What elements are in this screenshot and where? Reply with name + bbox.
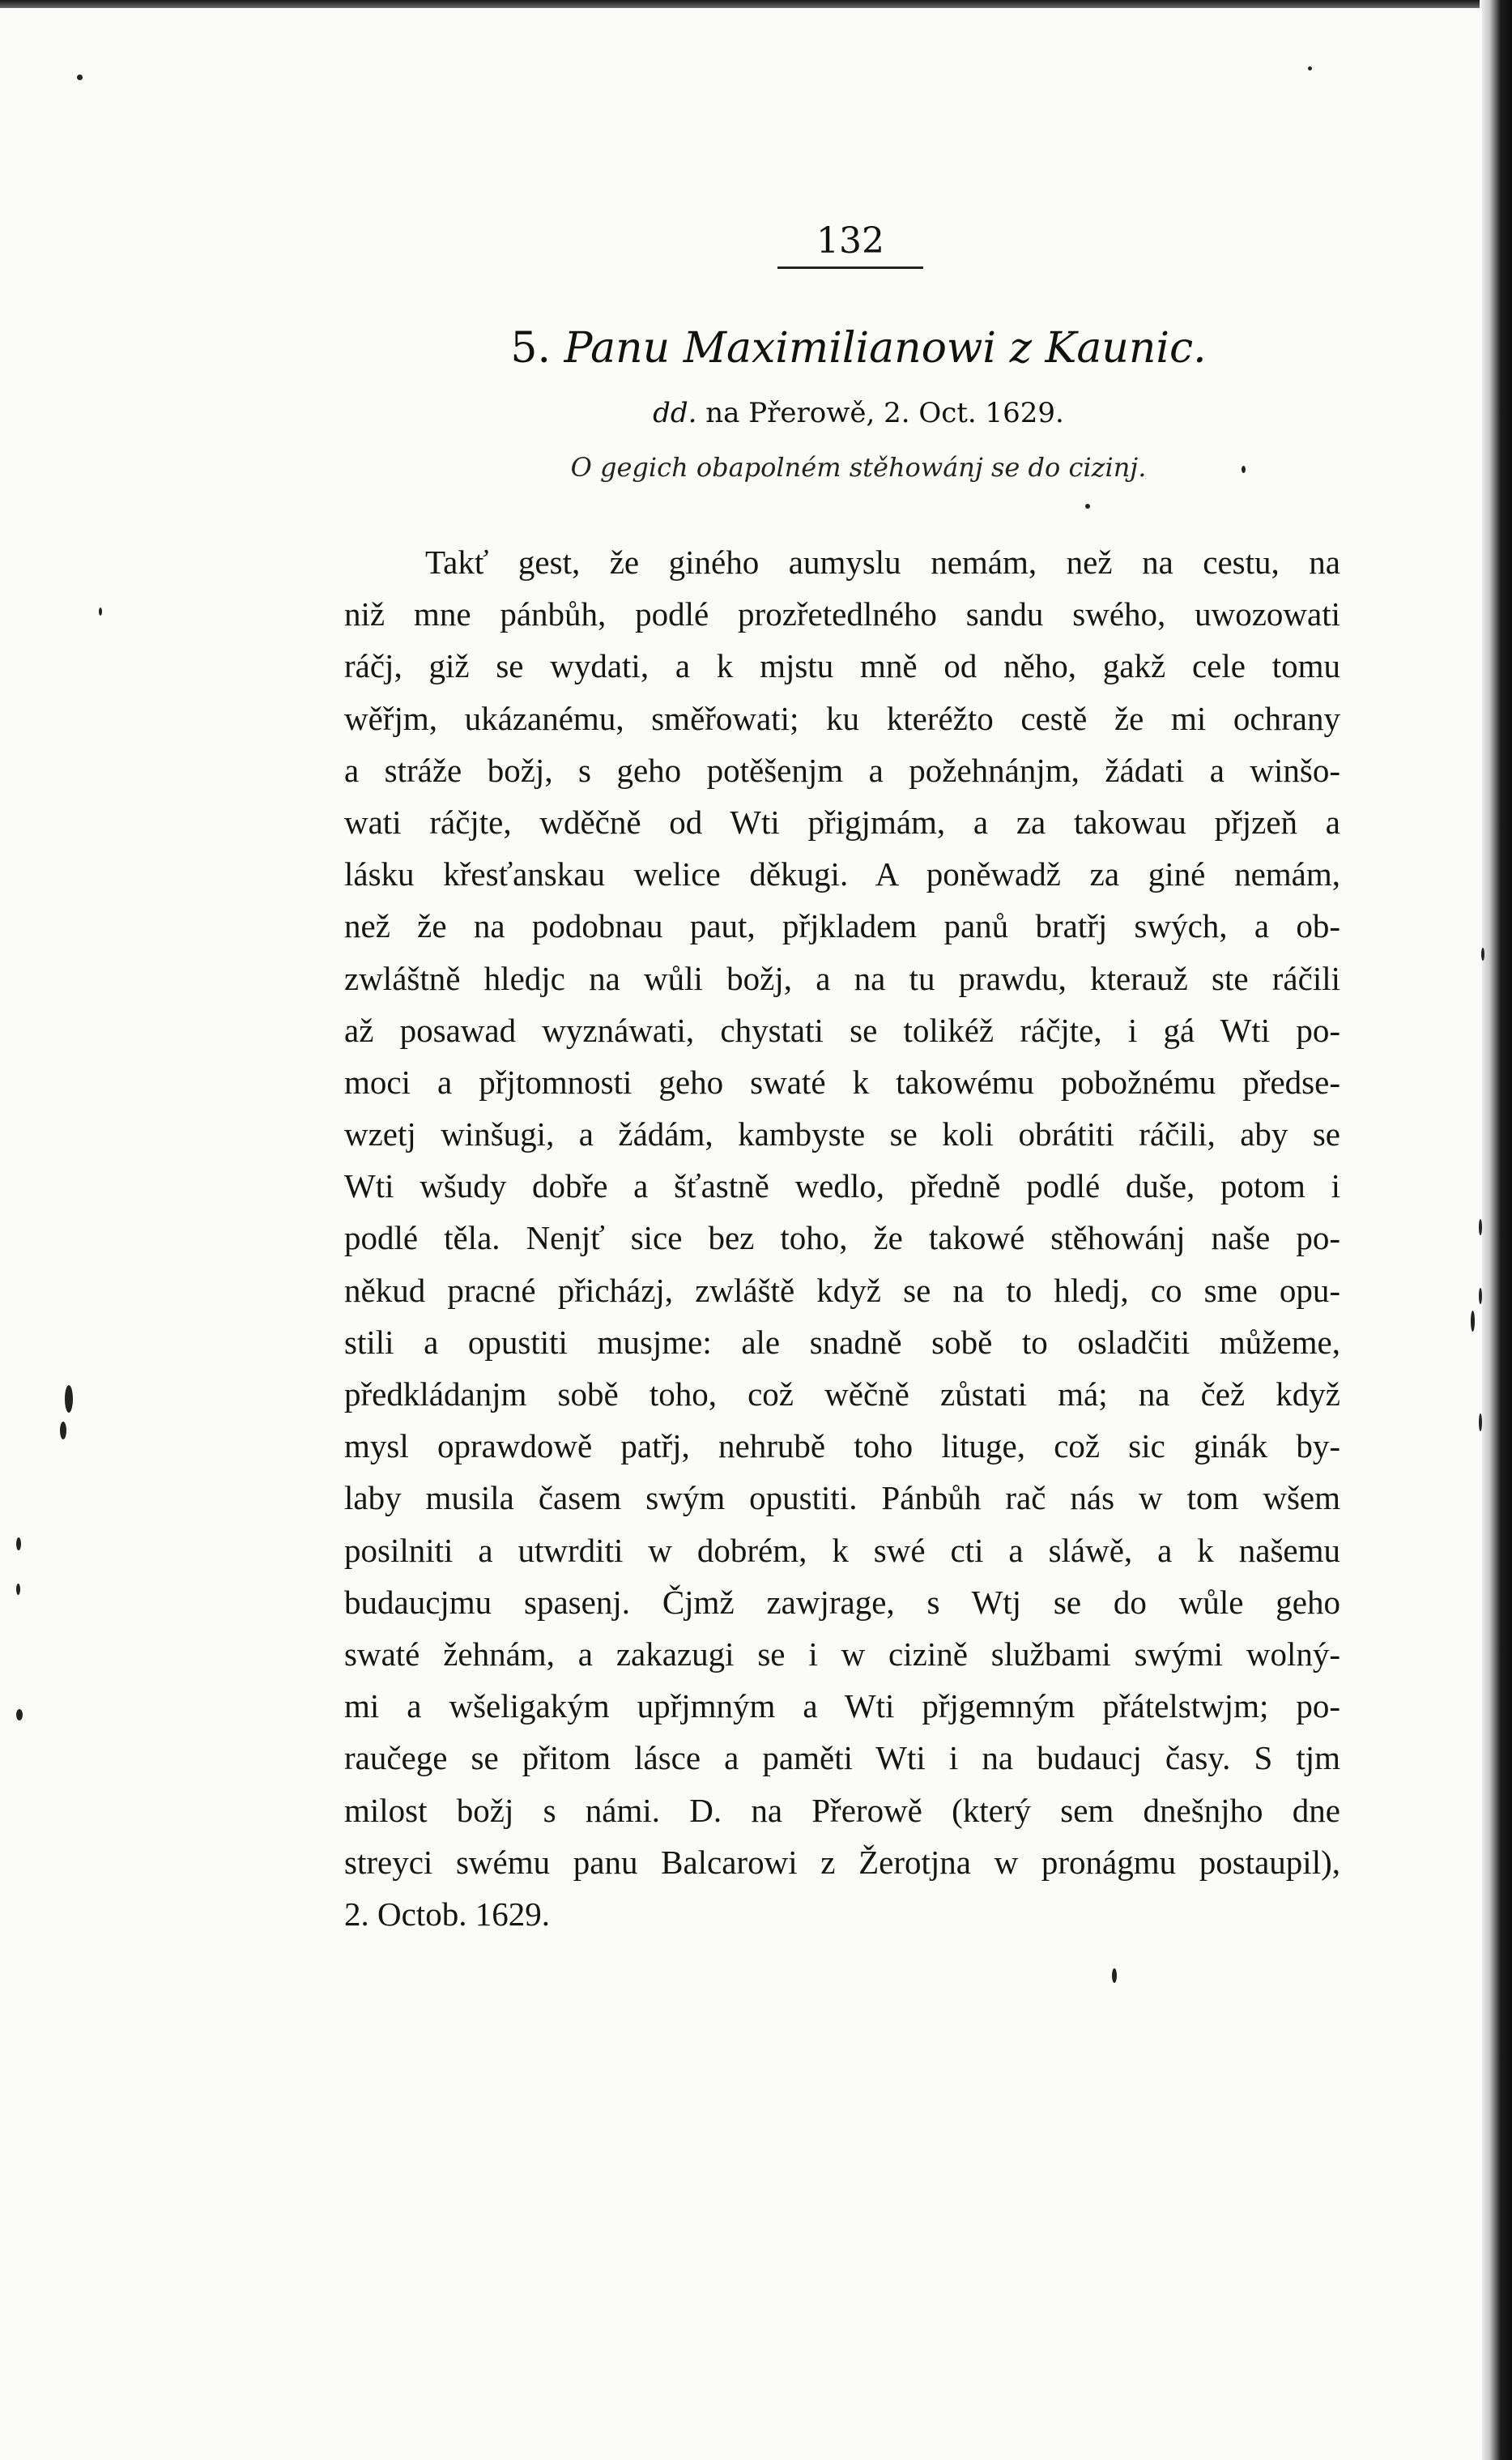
page-number-rule <box>777 266 923 269</box>
letter-dateline <box>340 397 1377 429</box>
scan-speck <box>1479 1288 1482 1304</box>
body-line: ráčj, giž se wydati, a k mjstu mně od něho, gakž cele tomu <box>344 647 1340 685</box>
body-line: wzetj winšugi, a žádám, kambyste se koli obrátiti ráčili, aby se <box>344 1115 1340 1153</box>
body-line: Wti wšudy dobře a šťastně wedlo, předně podlé duše, potom i <box>344 1167 1340 1205</box>
dateline-prefix: dd. <box>653 397 697 429</box>
body-line: až posawad wyznáwati, chystati se tolikéž ráčjte, i gá Wti po- <box>344 1011 1340 1049</box>
body-line: mysl oprawdowě patřj, nehrubě toho lituge, což sic ginák by- <box>344 1427 1340 1465</box>
scan-speck <box>1242 466 1246 473</box>
letter-recipient: Panu Maximilianowi z Kaunic. <box>564 324 1207 373</box>
body-line: předkládanjm sobě toho, což wěčně zůstati má; na čež když <box>344 1375 1340 1413</box>
letter-body <box>344 536 1340 1940</box>
scan-speck <box>65 1385 73 1413</box>
body-line: a stráže božj, s geho potěšenjm a požehnánjm, žádati a winšo- <box>344 751 1340 789</box>
scan-speck <box>1112 1968 1117 1983</box>
body-line: posilniti a utwrditi w dobrém, k swé cti a sláwě, a k našemu <box>344 1531 1340 1569</box>
dateline-text: na Přerowě, 2. Oct. 1629. <box>705 397 1064 429</box>
page-number: 132 <box>816 220 884 262</box>
body-line: zwláštně hledjc na wůli božj, a na tu prawdu, kterauž ste ráčili <box>344 959 1340 997</box>
scan-speck <box>16 1709 23 1720</box>
scan-speck <box>16 1537 21 1550</box>
body-line: budaucjmu spasenj. Čjmž zawjrage, s Wtj se do wůle geho <box>344 1583 1340 1621</box>
body-line: Takť gest, že giného aumyslu nemám, než na cestu, na <box>425 544 1340 581</box>
book-page <box>0 8 1482 2460</box>
body-line: stili a opustiti musjme: ale snadně sobě to osladčiti můžeme, <box>344 1323 1340 1361</box>
scan-speck <box>1479 1219 1482 1235</box>
body-line: milost božj s námi. D. na Přerowě (který sem dnešnjho dne <box>344 1791 1340 1829</box>
body-line: podlé těla. Nenjť sice bez toho, že takowé stěhowánj naše po- <box>344 1219 1340 1257</box>
scan-speck <box>1471 1311 1475 1332</box>
letter-subject: O gegich obapolném stěhowánj se do cizinj. <box>570 452 1147 483</box>
scan-speck <box>16 1584 20 1595</box>
body-line: niž mne pánbůh, podlé prozřetedlného sandu swého, uwozowati <box>344 595 1340 633</box>
body-line: někud pracné přicházj, zwláště když se na to hledj, co sme opu- <box>344 1271 1340 1309</box>
scan-speck <box>99 608 102 616</box>
scan-speck <box>77 75 83 80</box>
scan-speck <box>60 1422 66 1439</box>
scan-speck <box>1481 948 1484 961</box>
body-line: moci a přjtomnosti geho swaté k takowému pobožnému předse- <box>344 1063 1340 1101</box>
body-line: streyci swému panu Balcarowi z Žerotjna w pronágmu postaupil), <box>344 1843 1340 1881</box>
body-line: raučege se přitom lásce a paměti Wti i na budaucj časy. S tjm <box>344 1739 1340 1777</box>
body-line: swaté žehnám, a zakazugi se i w cizině službami swými wolný- <box>344 1635 1340 1673</box>
body-line: mi a wšeligakým upřjmným a Wti přjgemným přátelstwjm; po- <box>344 1687 1340 1725</box>
body-line: wati ráčjte, wděčně od Wti přigjmám, a za takowau přjzeň a <box>344 803 1340 841</box>
body-line: lásku křesťanskau welice děkugi. A poněwadž za giné nemám, <box>344 855 1340 893</box>
letter-heading <box>340 324 1377 373</box>
body-line-last: 2. Octob. 1629. <box>344 1895 550 1933</box>
letter-number: 5. <box>510 324 551 373</box>
scan-speck <box>1308 66 1312 70</box>
scan-speck <box>1479 1413 1482 1431</box>
body-line: wěřjm, ukázanému, směřowati; ku kteréžto cestě že mi ochrany <box>344 699 1340 737</box>
scan-edge-right <box>1480 0 1512 2460</box>
body-line: laby musila časem swým opustiti. Pánbůh rač nás w tom wšem <box>344 1479 1340 1517</box>
scan-speck <box>1085 504 1090 509</box>
body-line: než že na podobnau paut, přjkladem panů bratřj swých, a ob- <box>344 907 1340 945</box>
